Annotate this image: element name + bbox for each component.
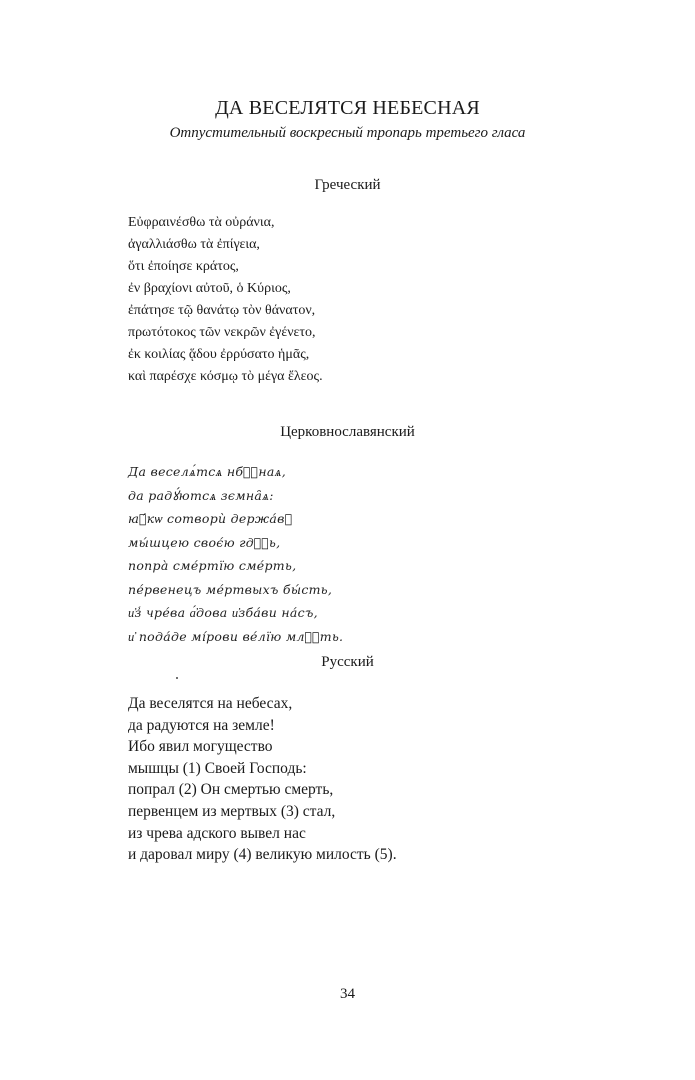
verse-line: Ибо явил могущество xyxy=(128,738,273,756)
greek-heading: Греческий xyxy=(314,177,381,193)
verse-line: καὶ παρέσχε κόσμῳ τὸ μέγα ἔλεος. xyxy=(128,369,323,384)
verse-line: из чрева адского вывел нас xyxy=(128,824,306,842)
verse-line: и҆ пода́де мі́рови ве́лїю млⷭ҇ть. xyxy=(128,628,344,644)
greek-verse xyxy=(128,212,323,388)
slavonic-heading: Церковнославянский xyxy=(280,424,415,440)
verse-line: Εὐφραινέσθω τὰ οὐράνια, xyxy=(128,215,275,230)
verse-line: мышцы (1) Своей Господь: xyxy=(128,759,307,777)
print-speck xyxy=(176,677,178,679)
verse-line: Да веселятся на небесах, xyxy=(128,695,293,712)
verse-line: пе́рвенецъ ме́ртвыхъ бы́сть, xyxy=(128,581,333,597)
russian-heading: Русский xyxy=(321,654,374,670)
verse-line: первенцем из мертвых (3) стал, xyxy=(128,802,336,820)
verse-line: попра̀ сме́ртїю сме́рть, xyxy=(128,558,297,573)
verse-line: ὅτι ἐποίησε κράτος, xyxy=(128,259,239,274)
verse-line: ἐκ κοιλίας ᾅδου ἐρρύσατο ἡμᾶς, xyxy=(128,347,310,362)
verse-line: попрал (2) Он смертью смерть, xyxy=(128,781,334,799)
page-title: ДА ВЕСЕЛЯТСЯ НЕБЕСНАЯ xyxy=(215,97,480,119)
verse-line: и даровал миру (4) великую милость (5). xyxy=(128,846,397,864)
verse-line: ꙗ҆́кѡ сотворѝ держа́вꙋ xyxy=(128,511,293,526)
verse-line: ἐπάτησε τῷ θανάτῳ τὸν θάνατον, xyxy=(128,303,316,318)
verse-line: πρωτότοκος τῶν νεκρῶν ἐγένετο, xyxy=(128,325,316,340)
page-number: 34 xyxy=(340,986,355,1002)
verse-line: мы́шцею своє́ю гдⷭ҇ь, xyxy=(128,534,281,550)
verse-line: ἀγαλλιάσθω τὰ ἐπίγεια, xyxy=(128,237,260,252)
verse-line: ἐν βραχίονι αὐτοῦ, ὁ Κύριος, xyxy=(128,281,291,296)
russian-verse xyxy=(128,693,397,866)
slavonic-verse xyxy=(128,460,343,648)
page-subtitle: Отпустительный воскресный тропарь третьего гласа xyxy=(169,125,526,141)
verse-line: и҆з̾ чре́ва а҆́дова и҆зба́ви на́съ, xyxy=(128,605,318,620)
verse-line: Да веселѧ́тсѧ нбⷭ҇наѧ, xyxy=(128,464,286,479)
verse-line: да радуются на земле! xyxy=(128,716,275,734)
verse-line: да радꙋ́ютсѧ зємна̑ѧ: xyxy=(128,487,274,503)
